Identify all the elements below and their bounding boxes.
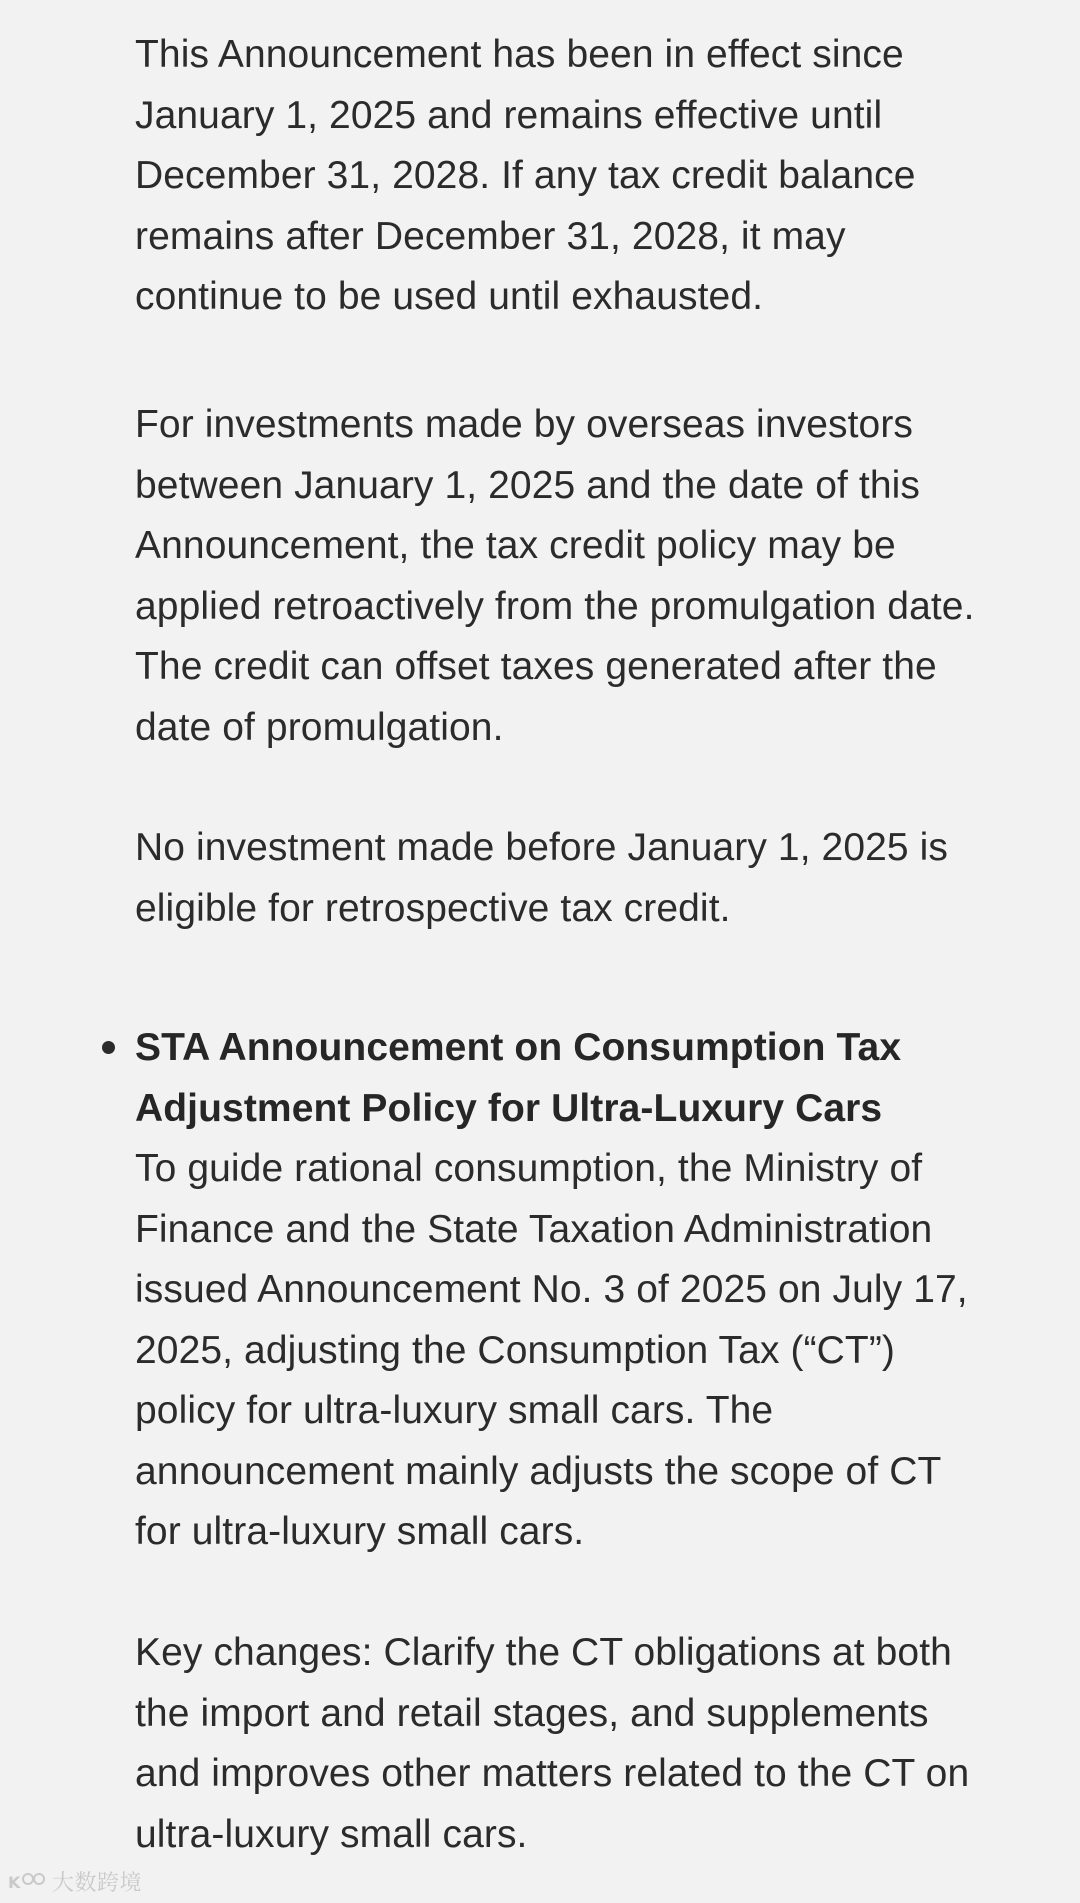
text-line: Key changes: Clarify the CT obligations at both	[135, 1631, 952, 1674]
paragraph-eligibility	[135, 818, 1015, 939]
paragraph-retroactive-policy	[135, 395, 1015, 758]
text-line: remains after December 31, 2028, it may	[135, 214, 846, 258]
watermark-text: 大数跨境	[52, 1871, 143, 1896]
text-line: eligible for retrospective tax credit.	[135, 886, 731, 930]
watermark	[8, 1866, 142, 1897]
svg-text:K: K	[8, 1872, 21, 1892]
bullet-title-line: STA Announcement on Consumption Tax	[135, 1026, 902, 1069]
text-line: issued Announcement No. 3 of 2025 on July 17,	[135, 1268, 968, 1311]
text-line: policy for ultra-luxury small cars. The	[135, 1389, 774, 1432]
text-line: ultra-luxury small cars.	[135, 1812, 528, 1856]
text-line: The credit can offset taxes generated after the	[135, 645, 937, 688]
bullet-dot-icon	[102, 1041, 115, 1054]
text-line: This Announcement has been in effect since	[135, 33, 904, 76]
paragraph-effective-period	[135, 25, 1015, 328]
brand-logo-icon	[8, 1870, 48, 1894]
bullet-title-line: Adjustment Policy for Ultra-Luxury Cars	[135, 1086, 883, 1130]
bullet-list-item	[135, 1018, 1015, 1563]
text-line: 2025, adjusting the Consumption Tax (“CT”)	[135, 1328, 896, 1372]
text-line: To guide rational consumption, the Ministry of	[135, 1147, 923, 1190]
text-line: and improves other matters related to the CT on	[135, 1752, 970, 1795]
text-line: continue to be used until exhausted.	[135, 275, 764, 318]
text-line: date of promulgation.	[135, 705, 504, 749]
text-line: January 1, 2025 and remains effective until	[135, 93, 883, 137]
text-line: for ultra-luxury small cars.	[135, 1510, 585, 1553]
paragraph-key-changes	[135, 1623, 1015, 1865]
text-line: between January 1, 2025 and the date of this	[135, 463, 920, 507]
text-line: Finance and the State Taxation Administration	[135, 1207, 933, 1251]
text-line: Announcement, the tax credit policy may be	[135, 524, 896, 567]
text-line: For investments made by overseas investors	[135, 403, 914, 446]
text-line: No investment made before January 1, 2025 is	[135, 826, 949, 869]
text-line: announcement mainly adjusts the scope of CT	[135, 1449, 942, 1493]
text-line: December 31, 2028. If any tax credit balance	[135, 154, 916, 197]
text-line: the import and retail stages, and supplements	[135, 1691, 929, 1735]
text-line: applied retroactively from the promulgation date.	[135, 584, 975, 628]
